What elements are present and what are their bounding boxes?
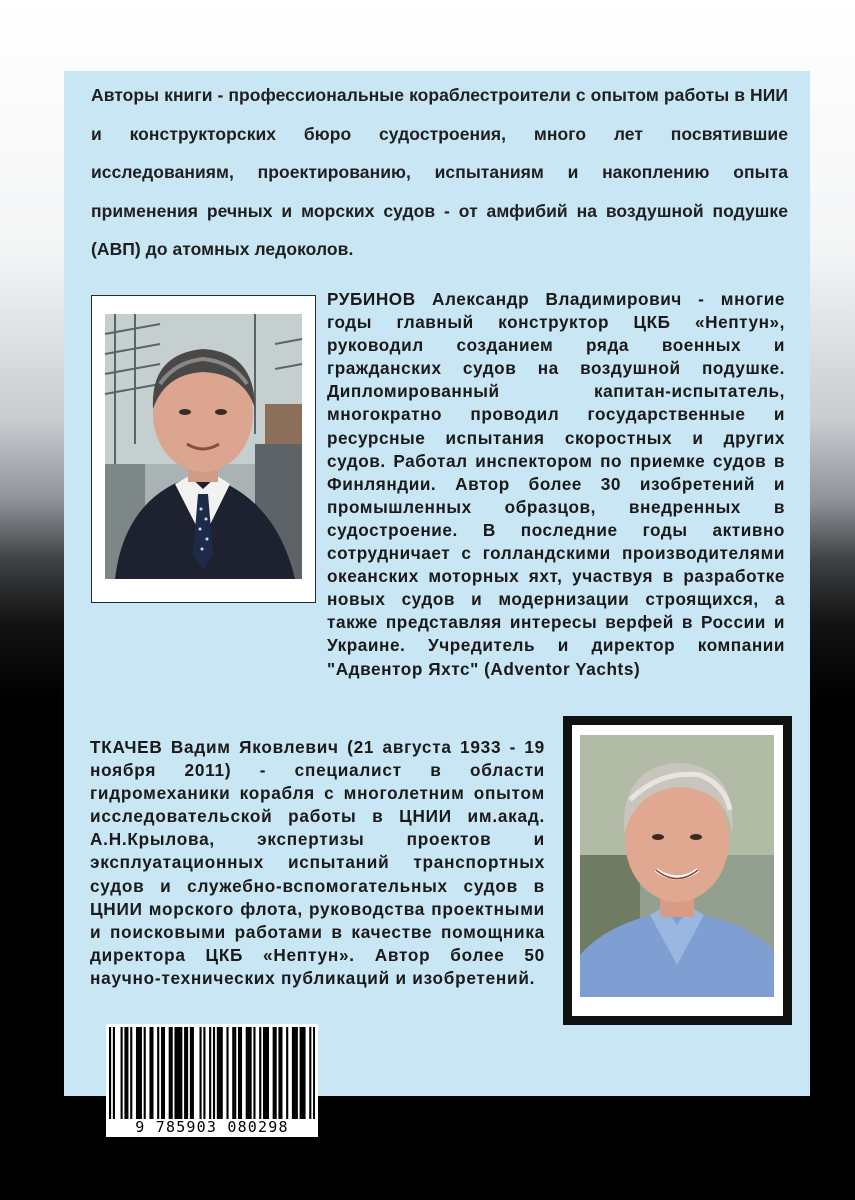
barcode-bar — [240, 1027, 242, 1119]
barcode-bar — [226, 1027, 228, 1119]
barcode-bar — [149, 1027, 151, 1119]
barcode-bar — [184, 1027, 186, 1119]
barcode-bar — [169, 1027, 171, 1119]
barcode-bar — [144, 1027, 146, 1119]
barcode-bar — [163, 1027, 165, 1119]
barcode-bar — [121, 1027, 123, 1119]
barcode-bar — [300, 1027, 302, 1119]
barcode-bar — [309, 1027, 311, 1119]
barcode-bar — [136, 1027, 138, 1119]
barcode-bar — [124, 1027, 126, 1119]
barcode-bar — [313, 1027, 315, 1119]
barcode-bar — [246, 1027, 248, 1119]
barcode-bar — [302, 1027, 304, 1119]
barcode-bar — [217, 1027, 219, 1119]
barcode-bar — [234, 1027, 236, 1119]
barcode-bar — [280, 1027, 282, 1119]
barcode-bar — [161, 1027, 163, 1119]
barcode-bar — [209, 1027, 211, 1119]
barcode-bar — [180, 1027, 182, 1119]
barcode-bar — [294, 1027, 296, 1119]
barcode-bar — [130, 1027, 132, 1119]
intro-paragraph: Авторы книги - профессиональные кораблестроители с опытом работы в НИИ и конструкторских бюро судостроения, много лет посвятившие исследованиям, проектированию, испытаниям и накоплению опыта применения речных и морских судов - от амфибий на воздушной подушке (АВП) до атомных ледоколов. — [91, 85, 788, 259]
barcode-bar — [186, 1027, 188, 1119]
barcode-bar — [140, 1027, 142, 1119]
barcode-bar — [203, 1027, 205, 1119]
author2-photo — [563, 716, 792, 1025]
barcode-bar — [109, 1027, 111, 1119]
barcode-bar — [199, 1027, 201, 1119]
barcode-bar — [190, 1027, 192, 1119]
barcode-bar — [232, 1027, 234, 1119]
author1-bio: РУБИНОВ Александр Владимирович - многие годы главный конструктор ЦКБ «Нептун», руководил созданием ряда военных и гражданских судов на воздушной подушке. Дипломированный капитан-испытатель, многократно проводил государственные и ресурсные испытания скоростных и других судов. Работал инспектором по приемке судов в Финляндии. Автор более 30 изобретений и промышленных образцов, внедренных в судостроение. В последние годы активно сотрудничает с голландскими производителями океанских моторных яхт, участвуя в разработке новых судов и модернизации строящихся, а также представляя интересы верфей в России и Украине. Учредитель и директор компании "Адвентор Яхтс" (Adventor Yachts) — [327, 289, 785, 679]
barcode-bar — [250, 1027, 252, 1119]
barcode-bar — [259, 1027, 261, 1119]
barcode-bar — [219, 1027, 221, 1119]
author1-photo — [91, 295, 316, 603]
barcode-bar — [171, 1027, 173, 1119]
barcode-bar — [113, 1027, 115, 1119]
barcode-bar — [273, 1027, 275, 1119]
author2-bio: ТКАЧЕВ Вадим Яковлевич (21 августа 1933 - 19 ноября 2011) - специалист в области гидромеханики корабля с многолетним опытом исследовательской работы в ЦНИИ им.акад. А.Н.Крылова, экспертизы проектов и эксплуатационных испытаний транспортных судов и служебно-вспомогательных судов в ЦНИИ морского флота, руководства проектными и поисковыми работами в качестве помощника директора ЦКБ «Нептун». Автор более 50 научно-технических публикаций и изобретений. — [90, 737, 545, 988]
barcode-bar — [278, 1027, 280, 1119]
barcode-bar — [292, 1027, 294, 1119]
barcode-bar — [248, 1027, 250, 1119]
barcode-bar — [221, 1027, 223, 1119]
barcode-bar — [178, 1027, 180, 1119]
barcode-bar — [126, 1027, 128, 1119]
barcode-bar — [138, 1027, 140, 1119]
barcode-digits: 9 785903 080298 — [135, 1118, 289, 1136]
barcode-bar — [265, 1027, 267, 1119]
barcode-bar — [238, 1027, 240, 1119]
barcode-bar — [174, 1027, 176, 1119]
barcode-bar — [176, 1027, 178, 1119]
barcode-bars — [109, 1027, 315, 1119]
barcode-bar — [296, 1027, 298, 1119]
barcode-bar — [286, 1027, 288, 1119]
barcode-bar — [151, 1027, 153, 1119]
barcode-bar — [267, 1027, 269, 1119]
barcode-bar — [192, 1027, 194, 1119]
barcode-bar — [213, 1027, 215, 1119]
barcode-bar — [303, 1027, 305, 1119]
barcode-bar — [253, 1027, 255, 1119]
barcode-bar — [263, 1027, 265, 1119]
isbn-barcode — [106, 1024, 318, 1137]
barcode-bar — [275, 1027, 277, 1119]
barcode-bar — [157, 1027, 159, 1119]
